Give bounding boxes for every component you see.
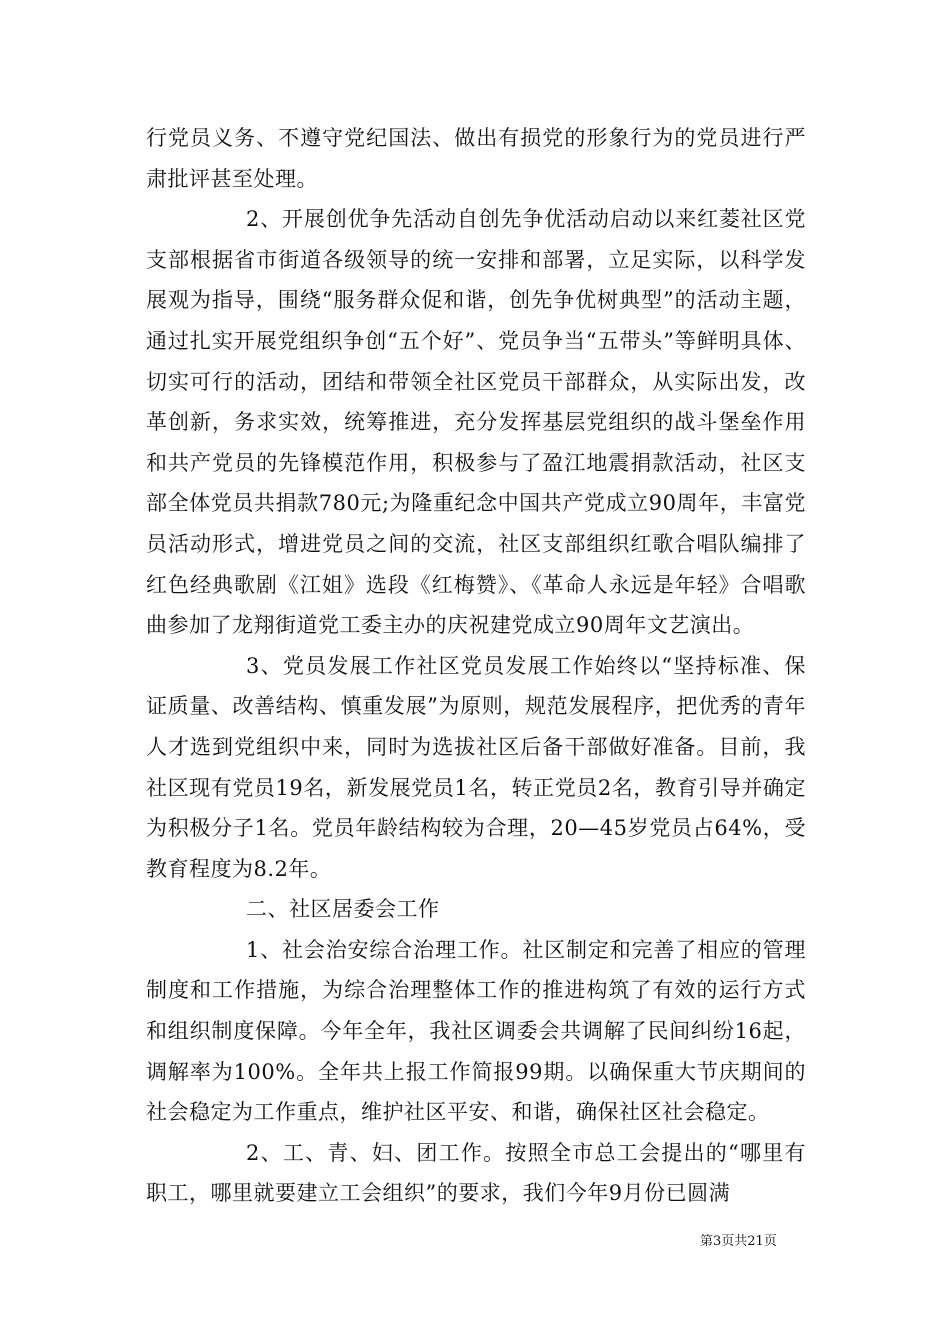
paragraph-public-security: 1、社会治安综合治理工作。社区制定和完善了相应的管理制度和工作措施，为综合治理整体工作的推进构筑了有效的运行方式和组织制度保障。今年全年，我社区调委会共调解了民间纠纷16起，调解率为100%。全年共上报工作简报99期。以确保重大节庆期间的社会稳定为工作重点，维护社区平安、和谐，确保社区社会稳定。 (146, 937, 806, 1125)
section-heading-residents-committee: 二、社区居委会工作 (246, 897, 440, 922)
paragraph-continuation: 行党员义务、不遵守党纪国法、做出有损党的形象行为的党员进行严肃批评甚至处理。 (146, 126, 806, 191)
document-body (146, 118, 806, 1214)
paragraph-member-development: 3、党员发展工作社区党员发展工作始终以“坚持标准、保证质量、改善结构、慎重发展”为原则，规范发展程序，把优秀的青年人才选到党组织中来，同时为选拔社区后备干部做好准备。目前，我社区现有党员19名，新发展党员1名，转正党员2名，教育引导并确定为积极分子1名。党员年龄结构较为合理，20—45岁党员占64%，受教育程度为8.2年。 (146, 653, 806, 881)
paragraph-union-youth-women: 2、工、青、妇、团工作。按照全市总工会提出的“哪里有职工，哪里就要建立工会组织”的要求，我们今年9月份已圆满 (146, 1140, 806, 1206)
page-number-footer: 第3页共21页 (700, 1234, 777, 1249)
paragraph-create-excellence: 2、开展创优争先活动自创先争优活动启动以来红菱社区党支部根据省市街道各级领导的统一安排和部署，立足实际，以科学发展观为指导，围绕“服务群众促和谐，创先争优树典型”的活动主题，通过扎实开展党组织争创“五个好”、党员争当“五带头”等鲜明具体、切实可行的活动，团结和带领全社区党员干部群众，从实际出发，改革创新，务求实效，统筹推进，充分发挥基层党组织的战斗堡垒作用和共产党员的先锋模范作用，积极参与了盈江地震捐款活动，社区支部全体党员共捐款780元;为隆重纪念中国共产党成立90周年，丰富党员活动形式，增进党员之间的交流，社区支部组织红歌合唱队编排了红色经典歌剧《江姐》选段《红梅赞》、《革命人永远是年轻》合唱歌曲参加了龙翔街道党工委主办的庆祝建党成立90周年文艺演出。 (146, 207, 806, 638)
